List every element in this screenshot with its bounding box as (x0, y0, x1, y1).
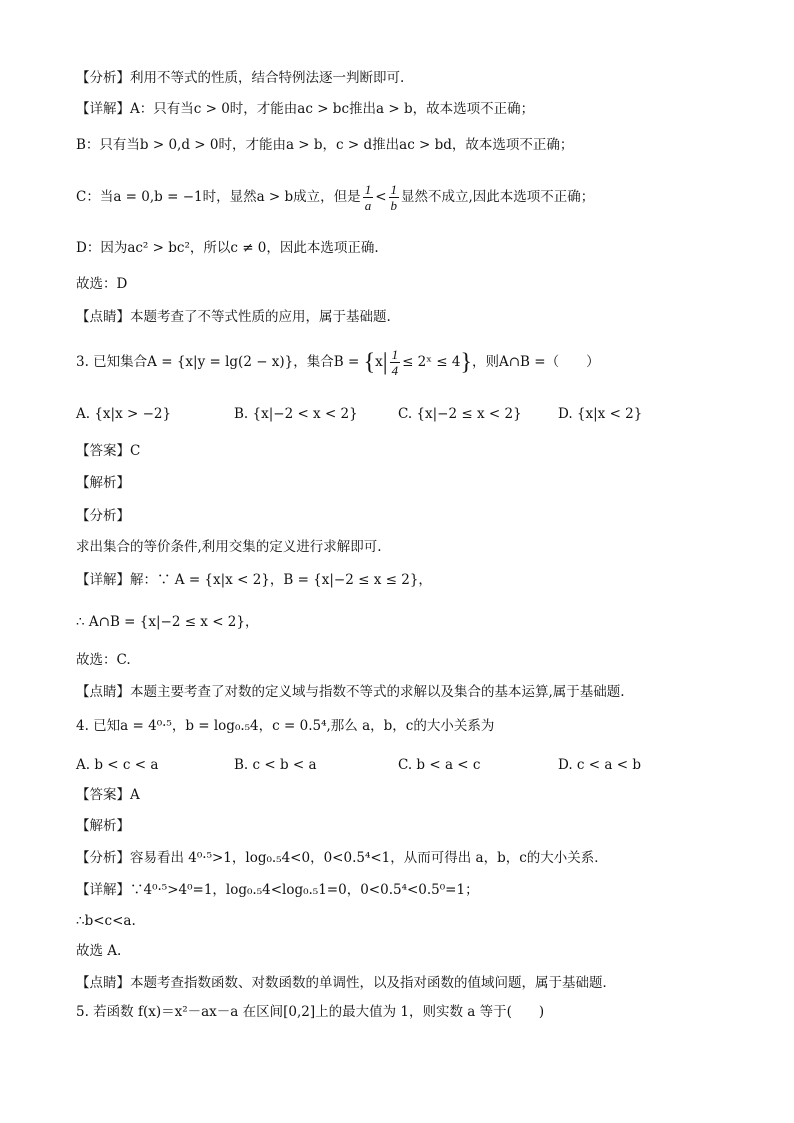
answer-3: 【答案】C (76, 443, 141, 459)
analysis-3-text: 求出集合的等价条件,利用交集的定义进行求解即可. (76, 539, 382, 555)
comment-4: 【点睛】本题考查指数函数、对数函数的单调性，以及指对函数的值域问题，属于基础题． (76, 975, 616, 991)
q4-option-b[interactable]: B. c < b < a (234, 757, 317, 773)
detail-3-a: 【详解】解：∵ A = {x|x < 2}，B = {x|−2 ≤ x ≤ 2}， (76, 572, 432, 588)
frac-numerator: 1 (364, 182, 372, 197)
q3-ask: ，则A∩B =（ ） (472, 354, 600, 370)
fraction-1-over-a (363, 182, 374, 213)
q3-stem: 3. 已知集合A = {x|y = lg(2 − x)}，集合B = (76, 354, 364, 370)
detail-line-c-tail: 显然不成立,因此本选项不正确； (401, 189, 595, 205)
q4-option-d[interactable]: D. c < a < b (558, 757, 641, 773)
less-than: < (375, 189, 387, 205)
q3-ineq: ≤ 2ˣ ≤ 4 (402, 354, 461, 370)
choice-3: 故选：C. (76, 652, 131, 668)
choice-4: 故选 A. (76, 943, 122, 959)
detail-4-a: 【详解】∵4⁰·⁵>4⁰=1，log₀.₅4<log₀.₅1=0，0<0.5⁴<0.5⁰=1； (76, 882, 479, 898)
analysis-3-header: 【分析】 (76, 508, 130, 524)
detail-line-a: 【详解】A：只有当c > 0时，才能由ac > bc推出a > b，故本选项不正确； (76, 101, 535, 117)
choice-line: 故选：D (76, 276, 128, 292)
answer-4: 【答案】A (76, 787, 140, 803)
fraction-1-over-4 (390, 347, 401, 378)
comment-3: 【点睛】本题主要考查了对数的定义域与指数不等式的求解以及集合的基本运算,属于基础题. (76, 684, 625, 700)
analysis-line: 【分析】利用不等式的性质，结合特例法逐一判断即可. (76, 70, 405, 86)
question-3 (76, 340, 754, 385)
question-4: 4. 已知a = 4⁰·⁵，b = log₀.₅4，c = 0.5⁴,那么 a，b，c的大小关系为 (76, 718, 495, 734)
brace-right: } (460, 349, 472, 376)
q4-option-a[interactable]: A. b < c < a (76, 757, 159, 773)
brace-left: { (363, 349, 376, 376)
q3-option-a[interactable]: A. {x|x > −2} (76, 406, 172, 422)
solution-3-header: 【解析】 (76, 475, 130, 491)
fraction-1-over-b (389, 182, 400, 213)
detail-line-d: D：因为ac² > bc²，所以c ≠ 0，因此本选项正确. (76, 240, 379, 256)
comment-line: 【点睛】本题考查了不等式性质的应用，属于基础题. (76, 309, 391, 325)
frac-denominator: a (364, 198, 372, 213)
detail-line-c-text: C：当a = 0,b = −1时，显然a > b成立，但是 (76, 189, 361, 205)
detail-line-c (76, 178, 754, 216)
q3-option-c[interactable]: C. {x|−2 ≤ x < 2} (398, 406, 522, 422)
detail-3-b: ∴ A∩B = {x|−2 ≤ x < 2}， (76, 614, 259, 630)
question-5: 5. 若函数 f(x)＝x²－ax－a 在区间[0,2]上的最大值为 1，则实数 a 等于( ) (76, 1004, 545, 1020)
solution-4-header: 【解析】 (76, 818, 130, 834)
bar: | (382, 349, 388, 376)
frac-numerator: 1 (390, 182, 397, 197)
detail-line-b: B：只有当b > 0,d > 0时，才能由a > b，c > d推出ac > bd，故本选项不正确； (76, 137, 574, 153)
frac-denominator: b (390, 198, 397, 213)
q3-var: x (375, 354, 383, 370)
frac-numerator: 1 (391, 347, 399, 362)
q4-option-c[interactable]: C. b < a < c (398, 757, 481, 773)
frac-denominator: 4 (391, 363, 399, 378)
analysis-4: 【分析】容易看出 4⁰·⁵>1，log₀.₅4<0，0<0.5⁴<1，从而可得出 a，b，c的大小关系． (76, 850, 608, 866)
detail-4-b: ∴b<c<a. (76, 913, 136, 929)
q3-option-d[interactable]: D. {x|x < 2} (558, 406, 643, 422)
q3-option-b[interactable]: B. {x|−2 < x < 2} (234, 406, 358, 422)
